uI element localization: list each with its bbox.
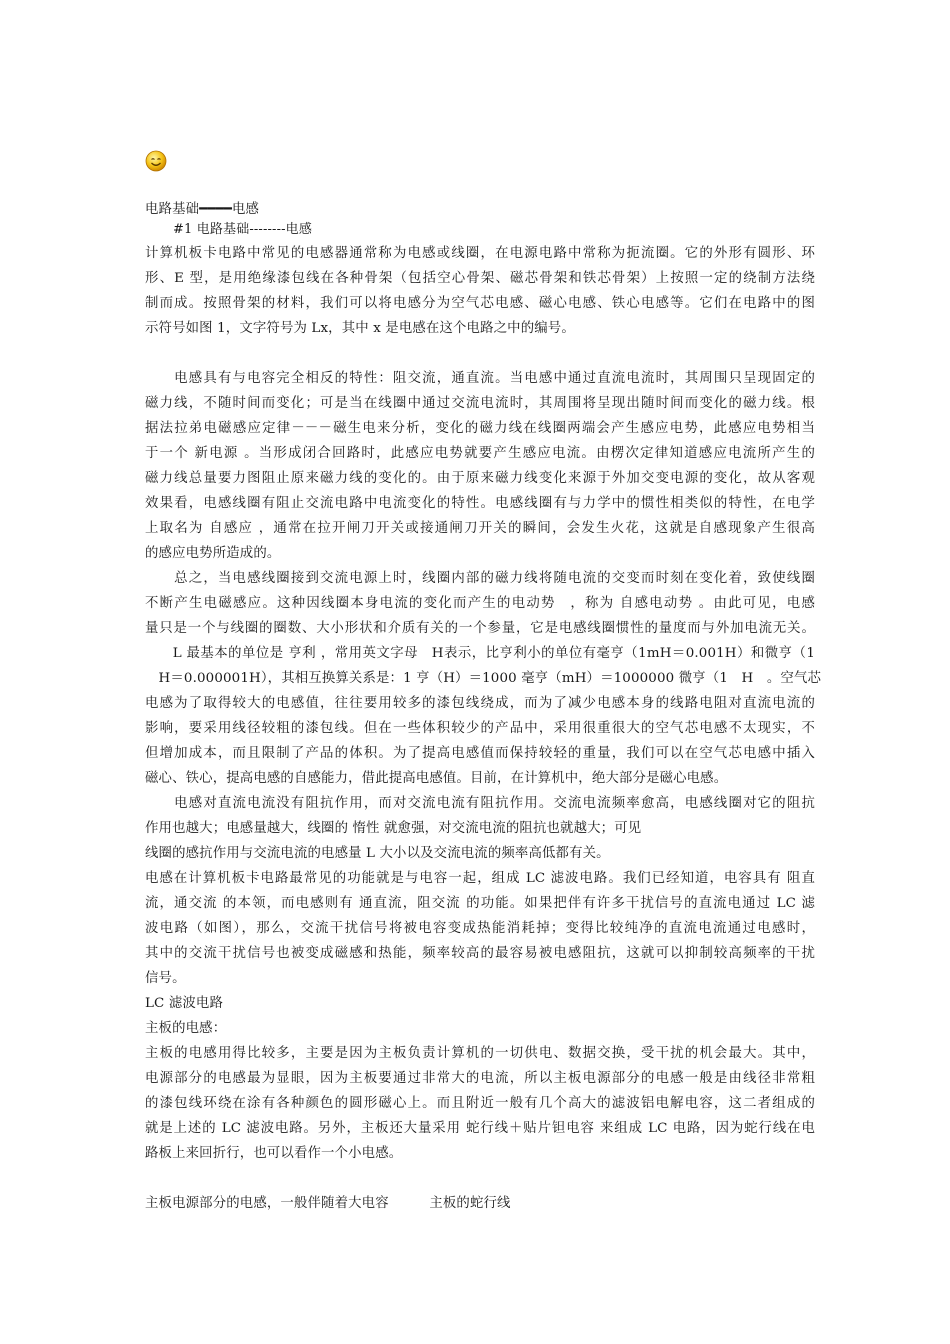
- text-line: 磁力线总量要力图阻止原来磁力线的变化的。由于原来磁力线变化来源于外加交变电源的变化，故从客观: [145, 471, 815, 486]
- text-line: 示符号如图 1，文字符号为 Lx，其中 x 是电感在这个电路之中的编号。: [145, 321, 575, 336]
- text-line: 形、E 型，是用绝缘漆包线在各种骨架（包括空心骨架、磁芯骨架和铁芯骨架）上按照一定的绕制方法绕: [145, 271, 815, 286]
- text-line: LC 滤波电路: [145, 996, 224, 1011]
- text-line: 主板电源部分的电感，一般伴随着大电容 主板的蛇行线: [145, 1196, 511, 1211]
- text-line: 影响，要采用线径较粗的漆包线。但在一些体积较少的产品中，采用很重很大的空气芯电感不太现实，不: [145, 721, 815, 736]
- text-line: 电感具有与电容完全相反的特性：阻交流，通直流。当电感中通过直流电流时，其周围只呈现固定的: [145, 371, 815, 386]
- text-line: 不断产生电磁感应。这种因线圈本身电流的变化而产生的电动势 ，称为 自感电动势 。由此可见，电感: [145, 596, 815, 611]
- document-title: 电路基础━━━━电感: [145, 202, 260, 217]
- text-line: 的感应电势所造成的。: [145, 546, 281, 561]
- text-line: 路板上来回折行，也可以看作一个小电感。: [145, 1146, 403, 1161]
- text-line: 主板的电感用得比较多，主要是因为主板负责计算机的一切供电、数据交换，受干扰的机会最大。其中，: [145, 1046, 815, 1061]
- text-line: 计算机板卡电路中常见的电感器通常称为电感或线圈，在电源电路中常称为扼流圈。它的外形有圆形、环: [145, 246, 815, 261]
- text-line: 流，通交流 的本领，而电感则有 通直流，阻交流 的功能。如果把伴有许多干扰信号的直流电通过 LC 滤: [145, 896, 815, 911]
- text-line: 磁心、铁心，提高电感的自感能力，借此提高电感值。目前，在计算机中，绝大部分是磁心电感。: [145, 771, 728, 786]
- document-subtitle: #1 电路基础--------电感: [173, 222, 312, 237]
- text-line: 上取名为 自感应 ，通常在拉开闸刀开关或接通闸刀开关的瞬间，会发生火花，这就是自感现象产生很高: [145, 521, 815, 536]
- text-line: 信号。: [145, 971, 186, 986]
- text-line: 电感在计算机板卡电路最常见的功能就是与电容一起，组成 LC 滤波电路。我们已经知道，电容具有 阻直: [145, 871, 815, 886]
- text-line: 其中的交流干扰信号也被变成磁感和热能，频率较高的最容易被电感阻抗，这就可以抑制较高频率的干扰: [145, 946, 815, 961]
- text-line: L 最基本的单位是 亨利 ，常用英文字母 H表示，比亨利小的单位有毫亨（1mH＝0.001H）和微亨（1: [145, 646, 815, 661]
- text-line: 量只是一个与线圈的圈数、大小形状和介质有关的一个参量，它是电感线圈惯性的量度而与外加电流无关。: [145, 621, 815, 636]
- text-line: 主板的电感：: [145, 1021, 227, 1036]
- text-line: 据法拉弟电磁感应定律－－－磁生电来分析，变化的磁力线在线圈两端会产生感应电势，此感应电势相当: [145, 421, 815, 436]
- text-line: 但增加成本，而且限制了产品的体积。为了提高电感值而保持较轻的重量，我们可以在空气芯电感中插入: [145, 746, 815, 761]
- text-line: 波电路（如图），那么，交流干扰信号将被电容变成热能消耗掉；变得比较纯净的直流电流通过电感时，: [145, 921, 815, 936]
- text-line: 作用也越大；电感量越大，线圈的 惰性 就愈强，对交流电流的阻抗也就越大；可见: [145, 821, 642, 836]
- text-line: H＝0.000001H），其相互换算关系是：1 亨（H）＝1000 毫亨（mH）＝1000000 微亨（1 H 。空气芯: [145, 671, 822, 686]
- text-line: 电感对直流电流没有阻抗作用，而对交流电流有阻抗作用。交流电流频率愈高，电感线圈对它的阻抗: [145, 796, 815, 811]
- text-line: 效果看，电感线圈有阻止交流电路中电流变化的特性。电感线圈有与力学中的惯性相类似的特性，在电学: [145, 496, 815, 511]
- text-line: 制而成。按照骨架的材料，我们可以将电感分为空气芯电感、磁心电感、铁心电感等。它们在电路中的图: [145, 296, 815, 311]
- text-line: 的漆包线环绕在涂有各种颜色的圆形磁心上。而且附近一般有几个高大的滤波铝电解电容，这二者组成的: [145, 1096, 815, 1111]
- text-line: 总之，当电感线圈接到交流电源上时，线圈内部的磁力线将随电流的交变而时刻在变化着，致使线圈: [145, 571, 815, 586]
- text-line: 磁力线，不随时间而变化；可是当在线圈中通过交流电流时，其周围将呈现出随时间而变化的磁力线。根: [145, 396, 815, 411]
- text-line: 电感为了取得较大的电感值，往往要用较多的漆包线绕成，而为了减少电感本身的线路电阻对直流电流的: [145, 696, 815, 711]
- text-line: 电源部分的电感最为显眼，因为主板要通过非常大的电流，所以主板电源部分的电感一般是由线径非常粗: [145, 1071, 815, 1086]
- text-line: 就是上述的 LC 滤波电路。另外，主板还大量采用 蛇行线＋贴片钽电容 来组成 LC 电路，因为蛇行线在电: [145, 1121, 815, 1136]
- text-line: 于一个 新电源 。当形成闭合回路时，此感应电势就要产生感应电流。由楞次定律知道感应电流所产生的: [145, 446, 815, 461]
- smiley-icon: [145, 150, 167, 172]
- text-line: 线圈的感抗作用与交流电流的电感量 L 大小以及交流电流的频率高低都有关。: [145, 846, 610, 861]
